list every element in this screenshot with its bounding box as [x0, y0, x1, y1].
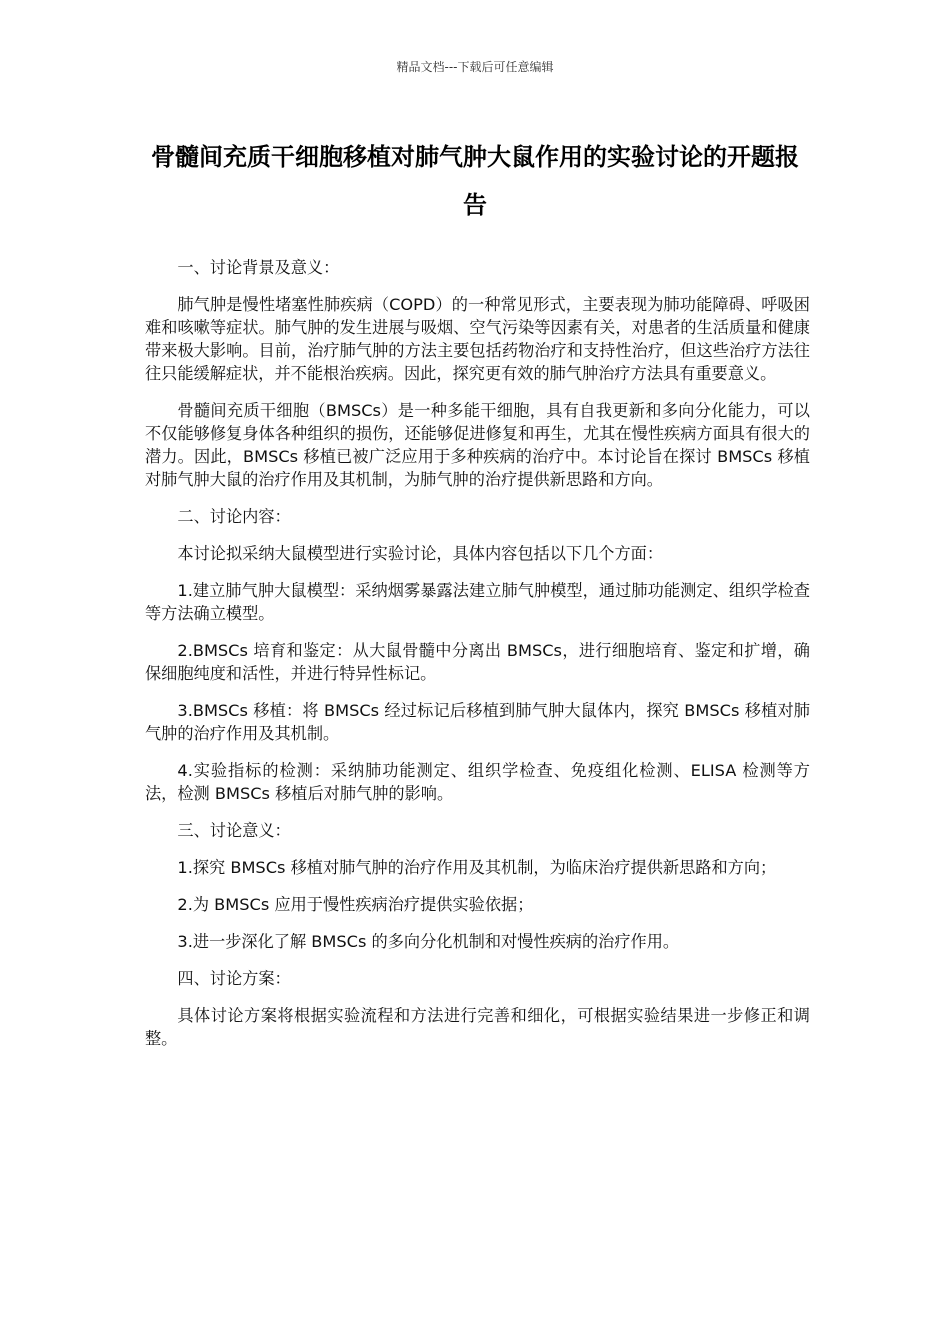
list-item: 4.实验指标的检测：采纳肺功能测定、组织学检查、免疫组化检测、ELISA 检测等方法，检测 BMSCs 移植后对肺气肿的影响。	[145, 761, 810, 803]
paragraph: 骨髓间充质干细胞（BMSCs）是一种多能干细胞，具有自我更新和多向分化能力，可以不仅能够修复身体各种组织的损伤，还能够促进修复和再生，尤其在慢性疾病方面具有很大的潜力。因此，BMSCs 移植已被广泛应用于多种疾病的治疗中。本讨论旨在探讨 BMSCs 移植对肺气肿大鼠的治疗作用及其机制，为肺气肿的治疗提供新思路和方向。	[145, 401, 810, 489]
header-note: 精品文档---下载后可任意编辑	[396, 60, 554, 74]
paragraph: 本讨论拟采纳大鼠模型进行实验讨论，具体内容包括以下几个方面：	[177, 544, 664, 563]
list-item: 3.BMSCs 移植：将 BMSCs 经过标记后移植到肺气肿大鼠体内，探究 BMSCs 移植对肺气肿的治疗作用及其机制。	[145, 701, 810, 743]
list-item: 2.为 BMSCs 应用于慢性疾病治疗提供实验依据；	[177, 895, 534, 914]
list-item: 1.探究 BMSCs 移植对肺气肿的治疗作用及其机制，为临床治疗提供新思路和方向；	[177, 858, 777, 877]
paragraph: 具体讨论方案将根据实验流程和方法进行完善和细化，可根据实验结果进一步修正和调整。	[145, 1006, 810, 1048]
list-item: 1.建立肺气肿大鼠模型：采纳烟雾暴露法建立肺气肿模型，通过肺功能测定、组织学检查等方法确立模型。	[145, 581, 810, 623]
section-heading: 四、讨论方案：	[177, 969, 291, 988]
list-item: 2.BMSCs 培育和鉴定：从大鼠骨髓中分离出 BMSCs，进行细胞培育、鉴定和扩增，确保细胞纯度和活性，并进行特异性标记。	[145, 641, 810, 683]
document-title: 骨髓间充质干细胞移植对肺气肿大鼠作用的实验讨论的开题报告	[151, 143, 799, 219]
section-heading: 二、讨论内容：	[177, 507, 291, 526]
document-body	[145, 256, 810, 1064]
list-item: 3.进一步深化了解 BMSCs 的多向分化机制和对慢性疾病的治疗作用。	[177, 932, 680, 951]
section-heading: 一、讨论背景及意义：	[177, 258, 340, 277]
paragraph: 肺气肿是慢性堵塞性肺疾病（COPD）的一种常见形式，主要表现为肺功能障碍、呼吸困难和咳嗽等症状。肺气肿的发生进展与吸烟、空气污染等因素有关，对患者的生活质量和健康带来极大影响。目前，治疗肺气肿的方法主要包括药物治疗和支持性治疗，但这些治疗方法往往只能缓解症状，并不能根治疾病。因此，探究更有效的肺气肿治疗方法具有重要意义。	[145, 295, 810, 383]
section-heading: 三、讨论意义：	[177, 821, 291, 840]
